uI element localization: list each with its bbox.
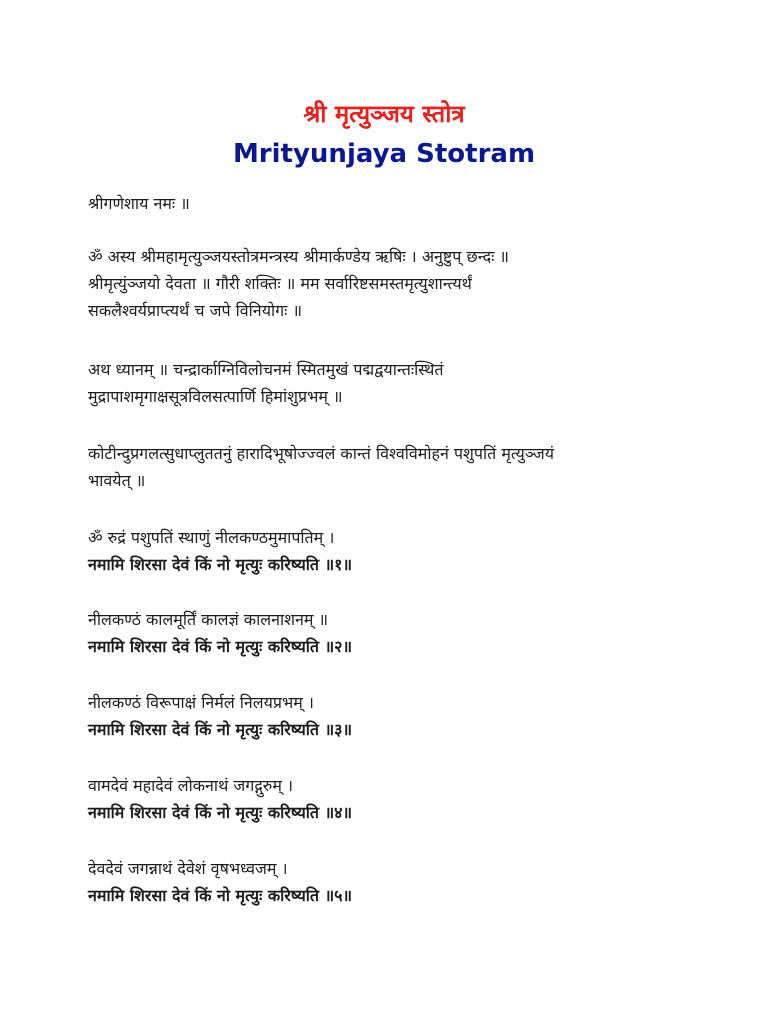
verse-1-line-2: नमामि शिरसा देवं किं नो मृत्युः करिष्यति ॥१॥ [88,555,353,574]
verse-5 [88,855,688,909]
page-title-hindi: श्री मृत्युञ्जय स्तोत्र [303,100,465,128]
verse-1-line-1: ॐ रुद्रं पशुपतिं स्थाणुं नीलकण्ठमुमापतिम् । [88,528,335,547]
verse-1 [88,524,688,578]
verse-3 [88,689,688,743]
viniyoga-line-3: सकलैश्वर्यप्राप्त्यर्थं च जपे विनियोगः ॥ [88,301,303,320]
viniyoga-line-1: ॐ अस्य श्रीमहामृत्युञ्जयस्तोत्रमन्त्रस्य श्रीमार्कण्डेय ऋषिः । अनुष्टुप् छन्दः ॥ [88,247,510,266]
koti-line-1: कोटीन्दुप्रगलत्सुधाप्लुततनुं हारादिभूषोज्ज्वलं कान्तं विश्वविमोहनं पशुपतिं मृत्युञ्जयं [88,444,554,463]
verse-2-line-1: नीलकण्ठं कालमूर्तिं कालज्ञं कालनाशनम् ॥ [88,610,329,629]
viniyoga-paragraph [88,243,688,324]
intro-line [88,190,688,217]
verse-2-line-2: नमामि शिरसा देवं किं नो मृत्युः करिष्यति ॥२॥ [88,637,353,656]
dhyanam-paragraph [88,356,688,410]
verse-4 [88,772,688,826]
page-title-english: Mrityunjaya Stotram [232,139,536,169]
verse-5-line-1: देवदेवं जगन्नाथं देवेशं वृषभध्वजम् । [88,859,288,878]
verse-4-line-2: नमामि शिरसा देवं किं नो मृत्युः करिष्यति ॥४॥ [88,803,353,822]
dhyanam-line-2: मुद्रापाशमृगाक्षसूत्रविलसत्पार्णि हिमांशुप्रभम् ॥ [88,387,343,406]
verse-3-line-1: नीलकण्ठं विरूपाक्षं निर्मलं निलयप्रभम् । [88,693,314,712]
verse-4-line-1: वामदेवं महादेवं लोकनाथं जगद्गुरुम् । [88,776,294,795]
koti-paragraph [88,440,688,494]
koti-line-2: भावयेत् ॥ [88,471,146,490]
verse-3-line-2: नमामि शिरसा देवं किं नो मृत्युः करिष्यति ॥३॥ [88,720,353,739]
intro-text: श्रीगणेशाय नमः ॥ [88,194,190,213]
verse-2 [88,606,688,660]
verse-5-line-2: नमामि शिरसा देवं किं नो मृत्युः करिष्यति ॥५॥ [88,886,353,905]
dhyanam-line-1: अथ ध्यानम् ॥ चन्द्रार्काग्निविलोचनमं स्मितमुखं पद्मद्वयान्तःस्थितं [88,360,444,379]
viniyoga-line-2: श्रीमृत्युंञ्जयो देवता ॥ गौरी शक्तिः ॥ मम सर्वारिष्टसमस्तमृत्युशान्त्यर्थं [88,274,472,293]
